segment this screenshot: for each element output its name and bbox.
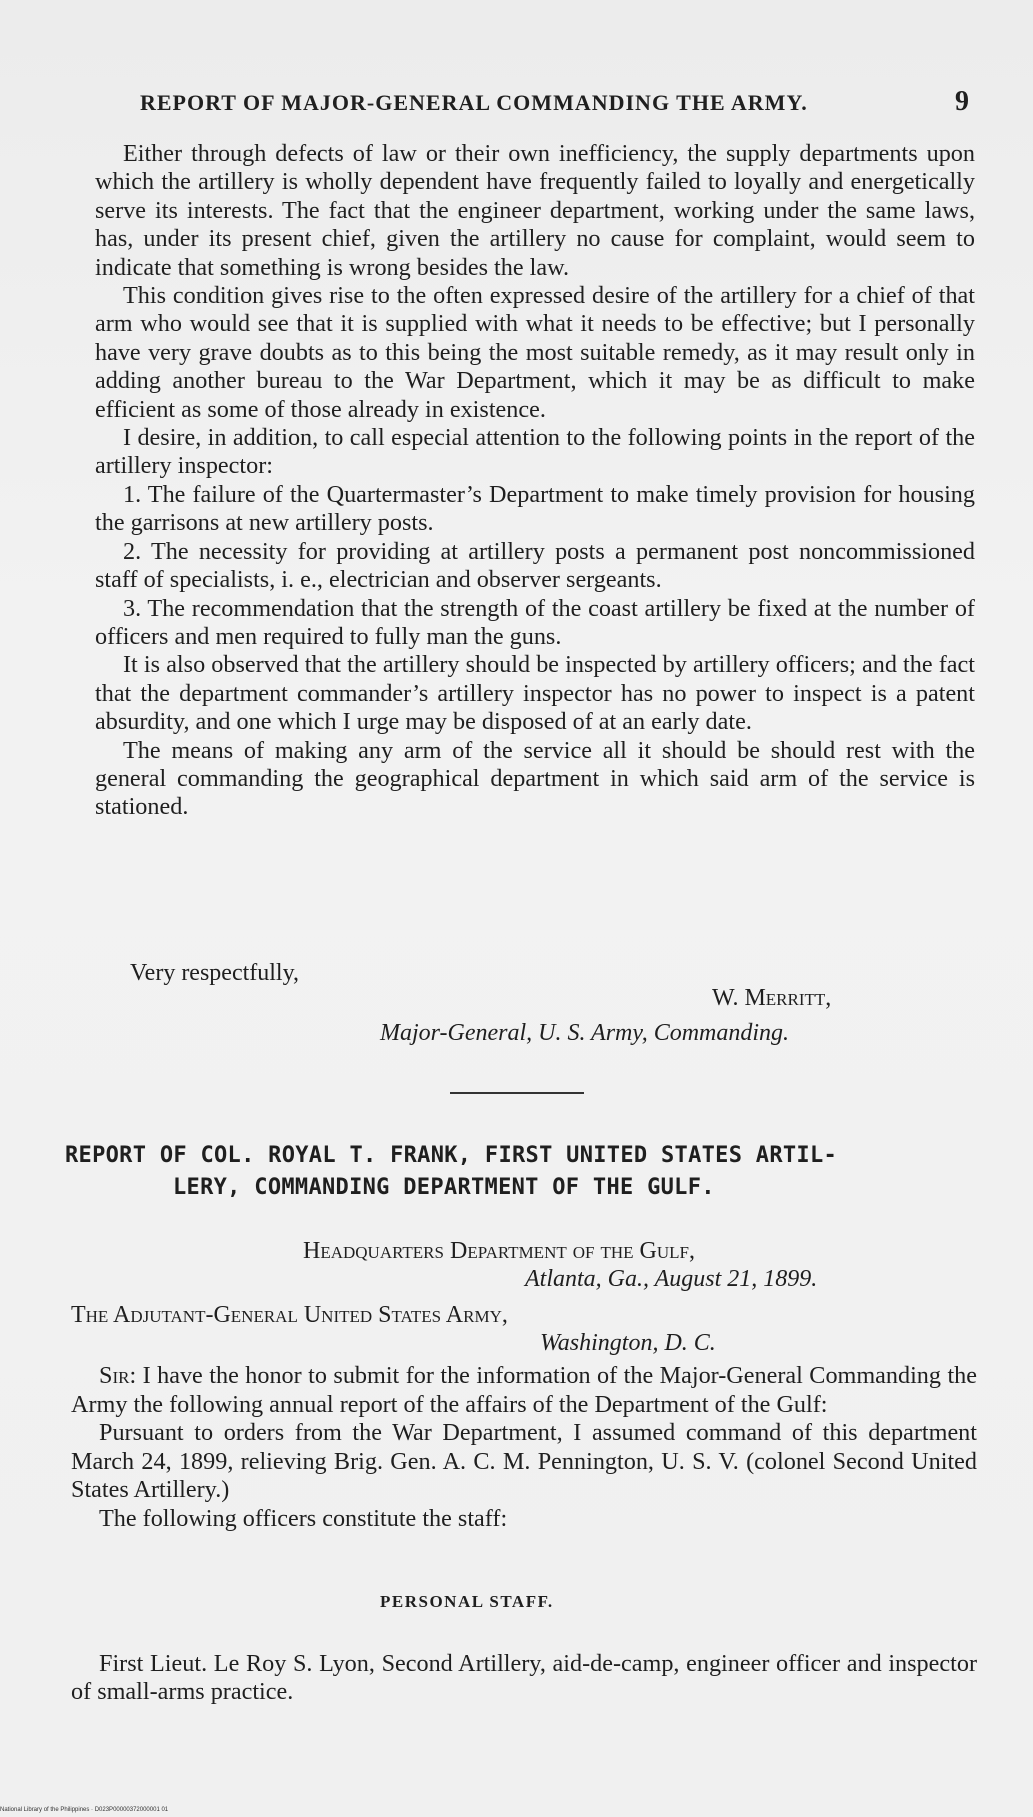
letter-body: [71, 1362, 977, 1534]
running-head: [140, 86, 970, 117]
letter-addressee: The Adjutant-General United States Army,: [71, 1302, 508, 1328]
section-heading: [65, 1140, 985, 1204]
footer-note: National Library of the Philippines · D023P00000372000001 01: [0, 1807, 169, 1813]
signature-title: Major-General, U. S. Army, Commanding.: [380, 1020, 790, 1046]
paragraph: 3. The recommendation that the strength of the coast artillery be fixed at the number of officers and men required to fully man the guns.: [95, 594, 975, 650]
section-heading-line: LERY, COMMANDING DEPARTMENT OF THE GULF.: [173, 1175, 715, 1200]
letter-addressee-location: Washington, D. C.: [540, 1330, 716, 1356]
salutation: Sir: [99, 1362, 130, 1389]
signature: W. Merritt,: [712, 985, 832, 1011]
paragraph: Either through defects of law or their own inefficiency, the supply departments upon which the artillery is wholly dependent have frequently failed to loyally and energetically serve its interests. The fact that the engineer department, working under the same laws, has, under its present chief, given the artillery no cause for complaint, would seem to indicate that something is wrong besides the law.: [95, 140, 975, 281]
section-heading-line: REPORT OF COL. ROYAL T. FRANK, FIRST UNITED STATES ARTIL-: [65, 1143, 838, 1168]
letter-headquarters: Headquarters Department of the Gulf,: [303, 1238, 695, 1264]
running-head-title: REPORT OF MAJOR-GENERAL COMMANDING THE ARMY.: [140, 90, 808, 115]
paragraph: I desire, in addition, to call especial attention to the following points in the report of the artillery inspector:: [95, 424, 975, 480]
paragraph: The following officers constitute the staff:: [99, 1504, 508, 1532]
paragraph: [71, 1362, 977, 1419]
report-body: [95, 140, 975, 822]
subheading-personal-staff: PERSONAL STAFF.: [380, 1592, 554, 1611]
section-divider: [450, 1092, 584, 1094]
paragraph: First Lieut. Le Roy S. Lyon, Second Artillery, aid-de-camp, engineer officer and inspector of small-arms practice.: [71, 1650, 977, 1706]
letter-dateline: Atlanta, Ga., August 21, 1899.: [525, 1266, 818, 1292]
closing: Very respectfully,: [130, 960, 300, 986]
paragraph: The means of making any arm of the service all it should be should rest with the general commanding the geographical department in which said arm of the service is stationed.: [95, 736, 975, 821]
final-paragraph-wrapper: [71, 1650, 977, 1707]
paragraph-text: : I have the honor to submit for the information of the Major-General Commanding the Army the following annual report of the affairs of the Department of the Gulf:: [71, 1362, 977, 1418]
paragraph: 2. The necessity for providing at artillery posts a permanent post noncommissioned staff of specialists, i. e., electrician and observer sergeants.: [95, 537, 975, 594]
paragraph: 1. The failure of the Quartermaster’s Department to make timely provision for housing the garrisons at new artillery posts.: [95, 480, 975, 537]
paragraph: It is also observed that the artillery should be inspected by artillery officers; and the fact that the department commander’s artillery inspector has no power to inspect is a patent absurdity, and one which I urge may be disposed of at an early date.: [95, 651, 975, 736]
paragraph: This condition gives rise to the often expressed desire of the artillery for a chief of that arm who would see that it is supplied with what it needs to be effective; but I personally have very grave doubts as to this being the most suitable remedy, as it may result only in adding another bureau to the War Department, which it may be as difficult to make efficient as some of those already in existence.: [95, 282, 975, 423]
paragraph: Pursuant to orders from the War Department, I assumed command of this department March 24, 1899, relieving Brig. Gen. A. C. M. Pennington, U. S. V. (colonel Second United States Artillery.): [71, 1419, 977, 1504]
page-number: 9: [955, 86, 970, 117]
